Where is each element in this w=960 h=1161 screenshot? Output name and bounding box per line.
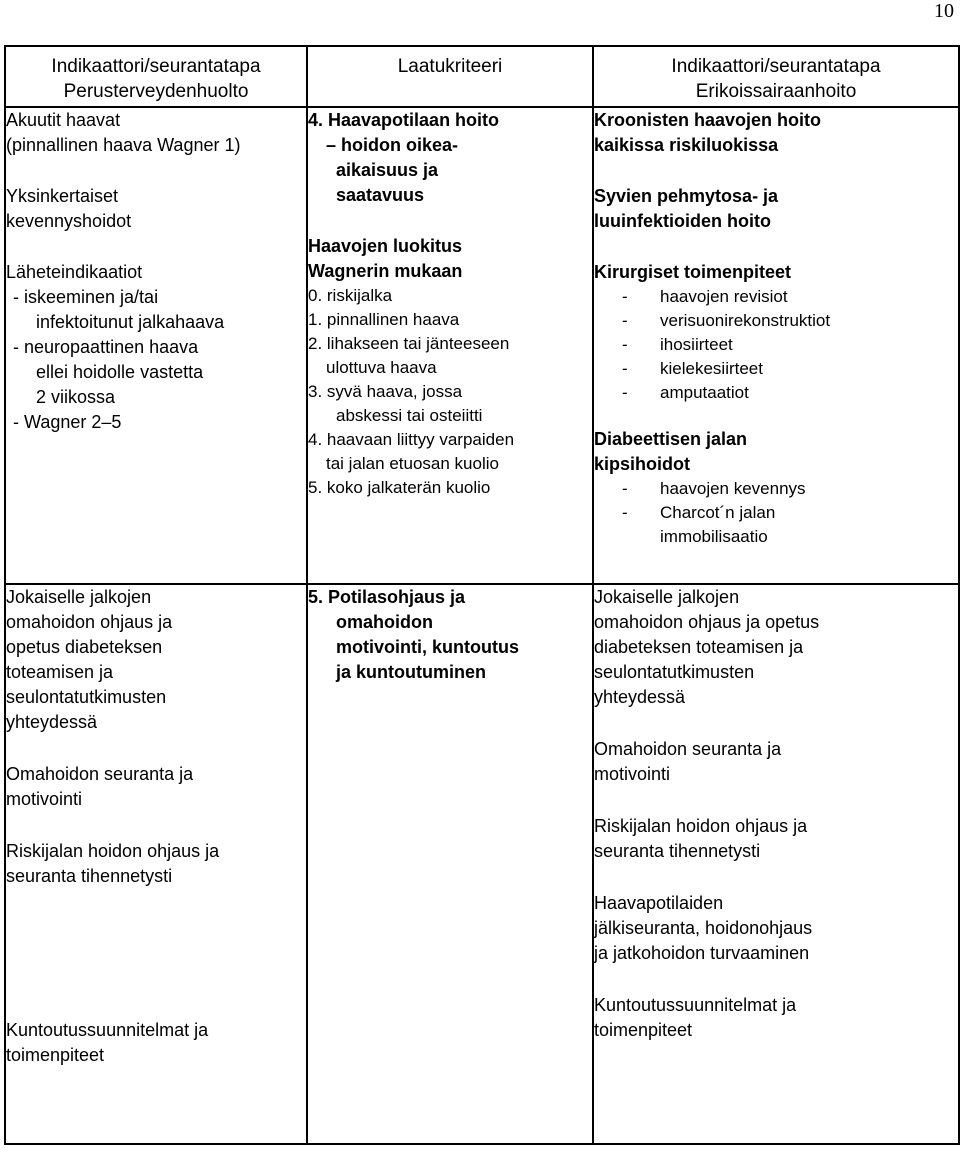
wound-followup-line: Haavapotilaiden xyxy=(594,893,724,913)
row-patient-education xyxy=(5,584,959,1144)
wagner-item: 4. haavaan liittyy varpaiden xyxy=(308,430,515,449)
risk-foot-line: seuranta tihennetysti xyxy=(6,866,173,886)
rehabilitation-line: Kuntoutussuunnitelmat ja xyxy=(594,995,797,1015)
referral-line: - Wagner 2–5 xyxy=(13,412,122,432)
row2-quality-criterion-cell xyxy=(307,584,593,1144)
surgical-item: - kielekesiirteet xyxy=(622,359,763,378)
referral-line: infektoitunut jalkahaava xyxy=(36,312,225,332)
wagner-classification-line2: Wagnerin mukaan xyxy=(308,261,463,281)
wagner-item: 2. lihakseen tai jänteeseen xyxy=(308,334,510,353)
education-line: seulontatutkimusten xyxy=(6,687,167,707)
education-line: yhteydessä xyxy=(6,712,98,732)
wagner-item: 3. syvä haava, jossa xyxy=(308,382,463,401)
rehabilitation-line: toimenpiteet xyxy=(6,1045,105,1065)
wagner-classification-line1: Haavojen luokitus xyxy=(308,236,463,256)
risk-foot-line: Riskijalan hoidon ohjaus ja xyxy=(594,816,808,836)
cast-treatment-line2: kipsihoidot xyxy=(594,454,690,474)
criterion-4-heading-line: aikaisuus ja xyxy=(336,160,439,180)
wagner-item: ulottuva haava xyxy=(326,358,437,377)
education-line: toteamisen ja xyxy=(6,662,114,682)
chronic-wounds-line1: Kroonisten haavojen hoito xyxy=(594,110,822,130)
criterion-5-line: 5. Potilasohjaus ja xyxy=(308,587,466,607)
self-care-followup-line: motivointi xyxy=(6,789,83,809)
acute-wounds-title: Akuutit haavat xyxy=(6,110,121,130)
risk-foot-line: seuranta tihennetysti xyxy=(594,841,761,861)
row1-quality-criterion-cell xyxy=(307,107,593,584)
surgical-item: - ihosiirteet xyxy=(622,335,733,354)
education-line: opetus diabeteksen xyxy=(6,637,163,657)
chronic-wounds-line2: kaikissa riskiluokissa xyxy=(594,135,779,155)
referral-line: ellei hoidolle vastetta xyxy=(36,362,204,382)
surgical-procedures-title: Kirurgiset toimenpiteet xyxy=(594,262,792,282)
referral-line: - neuropaattinen haava xyxy=(13,337,199,357)
criterion-4-heading: 4. Haavapotilaan hoito xyxy=(308,110,500,130)
row2-primary-care-cell xyxy=(5,584,307,1144)
education-line: yhteydessä xyxy=(594,687,686,707)
rehabilitation-line: toimenpiteet xyxy=(594,1020,693,1040)
header-col1-line1: Indikaattori/seurantatapa xyxy=(51,56,261,77)
risk-foot-line: Riskijalan hoidon ohjaus ja xyxy=(6,841,220,861)
row2-specialist-care-cell xyxy=(593,584,959,1144)
header-col2: Laatukriteeri xyxy=(397,56,503,77)
self-care-followup-line: motivointi xyxy=(594,764,671,784)
simple-offloading-line2: kevennyshoidot xyxy=(6,211,132,231)
row1-specialist-care-cell xyxy=(593,107,959,584)
referral-line: 2 viikossa xyxy=(36,387,116,407)
education-line: seulontatutkimusten xyxy=(594,662,755,682)
wound-followup-line: ja jatkohoidon turvaaminen xyxy=(594,943,810,963)
header-col1-line2: Perusterveydenhuolto xyxy=(63,81,249,102)
self-care-followup-line: Omahoidon seuranta ja xyxy=(594,739,782,759)
surgical-item: - haavojen revisiot xyxy=(622,287,788,306)
quality-criteria-table xyxy=(4,45,960,1145)
criterion-4-heading-line: saatavuus xyxy=(336,185,425,205)
cast-item: - haavojen kevennys xyxy=(622,479,806,498)
education-line: Jokaiselle jalkojen xyxy=(6,587,152,607)
wagner-item: 1. pinnallinen haava xyxy=(308,310,460,329)
surgical-item: - verisuonirekonstruktiot xyxy=(622,311,831,330)
row1-primary-care-cell xyxy=(5,107,307,584)
header-row xyxy=(5,46,959,107)
deep-infections-line1: Syvien pehmytosa- ja xyxy=(594,186,779,206)
cast-item-continuation: immobilisaatio xyxy=(660,527,768,546)
row-wound-care xyxy=(5,107,959,584)
acute-wounds-subtitle: (pinnallinen haava Wagner 1) xyxy=(6,135,241,155)
education-line: Jokaiselle jalkojen xyxy=(594,587,740,607)
page-number: 10 xyxy=(934,0,954,22)
simple-offloading-line1: Yksinkertaiset xyxy=(6,186,119,206)
criterion-5-line: ja kuntoutuminen xyxy=(336,662,486,682)
criterion-5-line: motivointi, kuntoutus xyxy=(336,637,519,657)
deep-infections-line2: luuinfektioiden hoito xyxy=(594,211,771,231)
education-line: omahoidon ohjaus ja opetus xyxy=(594,612,820,632)
education-line: diabeteksen toteamisen ja xyxy=(594,637,804,657)
header-col3-line2: Erikoissairaanhoito xyxy=(695,81,857,102)
criterion-4-heading-line: – hoidon oikea- xyxy=(326,135,459,155)
self-care-followup-line: Omahoidon seuranta ja xyxy=(6,764,194,784)
referral-indications-title: Läheteindikaatiot xyxy=(6,262,143,282)
rehabilitation-line: Kuntoutussuunnitelmat ja xyxy=(6,1020,209,1040)
wagner-item: 5. koko jalkaterän kuolio xyxy=(308,478,491,497)
wound-followup-line: jälkiseuranta, hoidonohjaus xyxy=(594,918,813,938)
header-specialist-care xyxy=(593,46,959,107)
criterion-5-line: omahoidon xyxy=(336,612,433,632)
surgical-item: - amputaatiot xyxy=(622,383,749,402)
education-line: omahoidon ohjaus ja xyxy=(6,612,173,632)
referral-line: - iskeeminen ja/tai xyxy=(13,287,159,307)
cast-item: - Charcot´n jalan xyxy=(622,503,776,522)
wagner-item: abskessi tai osteiitti xyxy=(336,406,483,425)
header-primary-care xyxy=(5,46,307,107)
wagner-item: tai jalan etuosan kuolio xyxy=(326,454,499,473)
wagner-item: 0. riskijalka xyxy=(308,286,393,305)
cast-treatment-line1: Diabeettisen jalan xyxy=(594,429,748,449)
header-col3-line1: Indikaattori/seurantatapa xyxy=(671,56,881,77)
header-quality-criterion xyxy=(307,46,593,107)
